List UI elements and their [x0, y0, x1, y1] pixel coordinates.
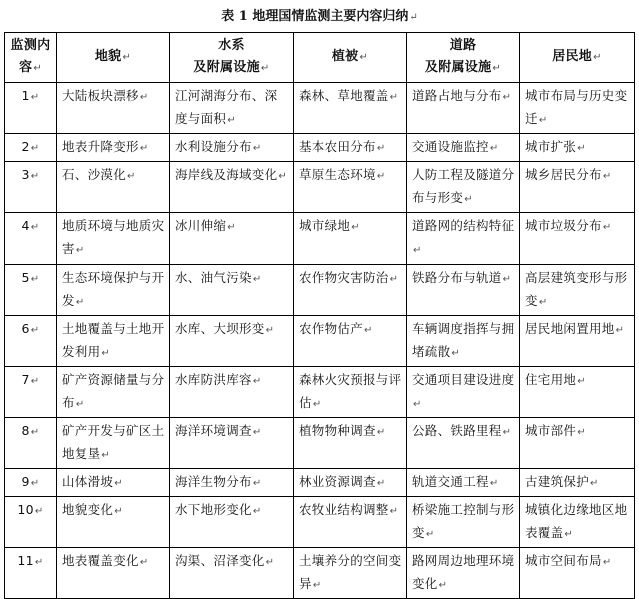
header-landform-line: 地貌	[94, 49, 122, 64]
table-row	[5, 162, 635, 213]
cell-landform	[57, 134, 170, 162]
cell-index	[5, 316, 57, 367]
cell-landform	[57, 469, 170, 497]
cell-index-text: 9	[21, 474, 30, 489]
cell-index	[5, 83, 57, 134]
cell-landform	[57, 316, 170, 367]
paragraph-mark-icon: ↵	[30, 92, 40, 103]
paragraph-mark-icon: ↵	[312, 580, 322, 591]
cell-vegetation-text: 农作物灾害防治	[299, 270, 389, 285]
paragraph-mark-icon: ↵	[489, 478, 499, 489]
paragraph-mark-icon: ↵	[364, 325, 373, 336]
paragraph-mark-icon: ↵	[30, 171, 40, 182]
cell-vegetation	[294, 213, 407, 265]
paragraph-mark-icon: ↵	[438, 580, 448, 591]
cell-landform-text: 大陆板块漂移	[62, 88, 139, 103]
cell-index	[5, 497, 57, 548]
cell-residential	[520, 418, 635, 469]
cell-water-system	[170, 83, 294, 134]
cell-water-system-text: 江河湖海分布、深度与面积	[175, 88, 278, 126]
table-body	[5, 83, 635, 599]
cell-roads-text: 交通设施监控	[412, 139, 489, 154]
paragraph-mark-icon: ↵	[252, 427, 262, 438]
cell-index-text: 7	[21, 372, 30, 387]
table-caption-text: 表 1 地理国情监测主要内容归纳	[221, 9, 409, 24]
cell-water-system-text: 海洋生物分布	[175, 474, 252, 489]
cell-landform	[57, 265, 170, 316]
cell-index-text: 11	[17, 553, 34, 568]
paragraph-mark-icon: ↵	[577, 376, 586, 387]
cell-index-text: 4	[21, 218, 30, 233]
cell-water-system	[170, 418, 294, 469]
paragraph-mark-icon: ↵	[564, 529, 574, 540]
table-row	[5, 469, 635, 497]
cell-residential-text: 城乡居民分布	[525, 167, 602, 182]
cell-vegetation	[294, 367, 407, 418]
cell-residential-text: 古建筑保护	[525, 474, 590, 489]
cell-residential-text: 高层建筑变形与形变	[525, 270, 628, 308]
cell-index-text: 6	[21, 321, 30, 336]
monitoring-content-table	[4, 32, 635, 599]
paragraph-mark-icon: ↵	[30, 325, 40, 336]
cell-water-system-text: 水下地形变化	[175, 502, 252, 517]
paragraph-mark-icon: ↵	[122, 52, 132, 63]
paragraph-mark-icon: ↵	[376, 171, 386, 182]
paragraph-mark-icon: ↵	[227, 115, 236, 126]
paragraph-mark-icon: ↵	[34, 557, 44, 568]
header-row	[5, 33, 635, 83]
paragraph-mark-icon: ↵	[413, 245, 422, 256]
paragraph-mark-icon: ↵	[359, 52, 369, 63]
table-row	[5, 548, 635, 599]
cell-landform-text: 地表覆盖变化	[62, 553, 139, 568]
cell-roads	[407, 418, 520, 469]
paragraph-mark-icon: ↵	[502, 274, 512, 285]
cell-roads-text: 车辆调度指挥与拥堵疏散	[412, 321, 515, 359]
paragraph-mark-icon: ↵	[114, 478, 123, 489]
paragraph-mark-icon: ↵	[278, 171, 288, 182]
paragraph-mark-icon: ↵	[502, 427, 512, 438]
paragraph-mark-icon: ↵	[602, 222, 612, 233]
cell-water-system	[170, 316, 294, 367]
cell-vegetation-text: 农作物估产	[299, 321, 364, 336]
cell-residential	[520, 134, 635, 162]
cell-water-system	[170, 367, 294, 418]
cell-landform	[57, 497, 170, 548]
cell-residential-text: 城市空间布局	[525, 553, 602, 568]
cell-vegetation-text: 土壤养分的空间变异	[299, 553, 402, 591]
table-row	[5, 418, 635, 469]
paragraph-mark-icon: ↵	[139, 92, 149, 103]
cell-water-system	[170, 134, 294, 162]
cell-vegetation-text: 植物物种调查	[299, 423, 376, 438]
cell-vegetation	[294, 162, 407, 213]
cell-index	[5, 469, 57, 497]
paragraph-mark-icon: ↵	[227, 222, 236, 233]
paragraph-mark-icon: ↵	[75, 297, 85, 308]
table-row	[5, 83, 635, 134]
table-row	[5, 265, 635, 316]
cell-landform	[57, 162, 170, 213]
cell-water-system-text: 水、油气污染	[175, 270, 252, 285]
paragraph-mark-icon: ↵	[389, 506, 399, 517]
paragraph-mark-icon: ↵	[139, 143, 149, 154]
cell-residential-text: 城市布局与历史变迁	[525, 88, 628, 126]
cell-roads	[407, 213, 520, 265]
cell-water-system-text: 冰川伸缩	[175, 218, 227, 233]
cell-landform-text: 地表升降变形	[62, 139, 139, 154]
cell-water-system	[170, 469, 294, 497]
cell-vegetation	[294, 469, 407, 497]
paragraph-mark-icon: ↵	[376, 427, 386, 438]
cell-landform-text: 生态环境保护与开发	[62, 270, 165, 308]
header-roads-line: 道路	[449, 38, 477, 53]
cell-vegetation-text: 森林火灾预报与评估	[299, 372, 402, 410]
paragraph-mark-icon: ↵	[30, 143, 40, 154]
cell-roads-text: 道路网的结构特征	[412, 218, 515, 233]
paragraph-mark-icon: ↵	[101, 348, 111, 359]
cell-water-system-text: 水库防洪库容	[175, 372, 252, 387]
cell-landform-text: 石、沙漠化	[62, 167, 127, 182]
paragraph-mark-icon: ↵	[30, 274, 40, 285]
paragraph-mark-icon: ↵	[376, 143, 386, 154]
cell-index-text: 5	[21, 270, 30, 285]
cell-vegetation-text: 基本农田分布	[299, 139, 376, 154]
cell-vegetation	[294, 497, 407, 548]
table-row	[5, 367, 635, 418]
paragraph-mark-icon: ↵	[30, 478, 40, 489]
paragraph-mark-icon: ↵	[502, 92, 512, 103]
cell-roads	[407, 548, 520, 599]
cell-index-text: 8	[21, 423, 30, 438]
paragraph-mark-icon: ↵	[265, 557, 275, 568]
cell-residential	[520, 265, 635, 316]
cell-water-system-text: 水利设施分布	[175, 139, 252, 154]
paragraph-mark-icon: ↵	[114, 506, 123, 517]
cell-index	[5, 162, 57, 213]
header-monitoring-content-line: 监测内容	[10, 38, 51, 75]
cell-vegetation	[294, 418, 407, 469]
cell-residential	[520, 367, 635, 418]
cell-index	[5, 548, 57, 599]
cell-roads	[407, 83, 520, 134]
cell-residential-text: 住宅用地	[525, 372, 577, 387]
cell-water-system-text: 海岸线及海域变化	[175, 167, 278, 182]
table-row	[5, 316, 635, 367]
paragraph-mark-icon: ↵	[615, 325, 625, 336]
paragraph-mark-icon: ↵	[593, 52, 602, 63]
paragraph-mark-icon: ↵	[451, 348, 461, 359]
cell-vegetation	[294, 548, 407, 599]
cell-roads-text: 公路、铁路里程	[412, 423, 502, 438]
cell-vegetation-text: 草原生态环境	[299, 167, 376, 182]
cell-water-system	[170, 162, 294, 213]
paragraph-mark-icon: ↵	[577, 143, 586, 154]
header-landform	[57, 33, 170, 83]
paragraph-mark-icon: ↵	[75, 245, 85, 256]
paragraph-mark-icon: ↵	[409, 12, 418, 23]
paragraph-mark-icon: ↵	[139, 557, 149, 568]
cell-index	[5, 367, 57, 418]
cell-water-system-text: 海洋环境调查	[175, 423, 252, 438]
paragraph-mark-icon: ↵	[101, 450, 111, 461]
cell-water-system-text: 水库、大坝形变	[175, 321, 265, 336]
table-row	[5, 213, 635, 265]
header-residential	[520, 33, 635, 83]
cell-landform	[57, 83, 170, 134]
cell-landform-text: 地质环境与地质灾害	[62, 218, 165, 256]
cell-vegetation-text: 森林、草地覆盖	[299, 88, 389, 103]
cell-roads-text: 铁路分布与轨道	[412, 270, 502, 285]
cell-residential-text: 城市垃圾分布	[525, 218, 602, 233]
cell-roads	[407, 497, 520, 548]
paragraph-mark-icon: ↵	[602, 557, 612, 568]
paragraph-mark-icon: ↵	[30, 222, 40, 233]
header-monitoring-content	[5, 33, 57, 83]
cell-vegetation	[294, 134, 407, 162]
cell-roads-text: 交通项目建设进度	[412, 372, 515, 387]
cell-index	[5, 134, 57, 162]
cell-residential-text: 城市扩张	[525, 139, 577, 154]
header-residential-line: 居民地	[552, 49, 593, 64]
paragraph-mark-icon: ↵	[252, 478, 262, 489]
cell-index-text: 3	[21, 167, 30, 182]
cell-landform-text: 山体滑坡	[62, 474, 114, 489]
paragraph-mark-icon: ↵	[425, 529, 435, 540]
paragraph-mark-icon: ↵	[602, 171, 612, 182]
cell-residential	[520, 316, 635, 367]
paragraph-mark-icon: ↵	[33, 63, 42, 74]
paragraph-mark-icon: ↵	[30, 376, 40, 387]
cell-roads	[407, 469, 520, 497]
cell-landform-text: 矿产开发与矿区土地复垦	[62, 423, 165, 461]
paragraph-mark-icon: ↵	[389, 274, 399, 285]
paragraph-mark-icon: ↵	[590, 478, 599, 489]
header-roads-line: 及附属设施	[424, 60, 492, 75]
paragraph-mark-icon: ↵	[351, 222, 360, 233]
cell-residential	[520, 162, 635, 213]
table-caption	[0, 8, 639, 27]
paragraph-mark-icon: ↵	[464, 194, 473, 205]
paragraph-mark-icon: ↵	[538, 115, 548, 126]
cell-residential	[520, 213, 635, 265]
cell-water-system	[170, 213, 294, 265]
cell-vegetation-text: 城市绿地	[299, 218, 351, 233]
paragraph-mark-icon: ↵	[492, 63, 502, 74]
paragraph-mark-icon: ↵	[252, 143, 262, 154]
paragraph-mark-icon: ↵	[538, 297, 548, 308]
cell-vegetation	[294, 316, 407, 367]
cell-residential-text: 居民地闲置用地	[525, 321, 615, 336]
paragraph-mark-icon: ↵	[413, 399, 422, 410]
paragraph-mark-icon: ↵	[34, 506, 44, 517]
paragraph-mark-icon: ↵	[376, 478, 386, 489]
header-vegetation-line: 植被	[331, 49, 359, 64]
paragraph-mark-icon: ↵	[265, 325, 275, 336]
cell-landform-text: 土地覆盖与土地开发利用	[62, 321, 165, 359]
paragraph-mark-icon: ↵	[489, 143, 499, 154]
cell-water-system-text: 沟渠、沼泽变化	[175, 553, 265, 568]
cell-roads	[407, 367, 520, 418]
header-roads	[407, 33, 520, 83]
paragraph-mark-icon: ↵	[312, 399, 322, 410]
cell-vegetation	[294, 265, 407, 316]
cell-roads	[407, 316, 520, 367]
cell-index	[5, 213, 57, 265]
cell-index	[5, 418, 57, 469]
paragraph-mark-icon: ↵	[252, 506, 262, 517]
paragraph-mark-icon: ↵	[389, 92, 399, 103]
cell-roads-text: 桥梁施工控制与形变	[412, 502, 515, 540]
cell-landform-text: 矿产资源储量与分布	[62, 372, 165, 410]
cell-index-text: 1	[21, 88, 30, 103]
paragraph-mark-icon: ↵	[127, 171, 136, 182]
cell-residential	[520, 548, 635, 599]
cell-residential-text: 城镇化边缘地区地表覆盖	[525, 502, 628, 540]
header-vegetation	[294, 33, 407, 83]
cell-vegetation-text: 林业资源调查	[299, 474, 376, 489]
header-water-system-line: 及附属设施	[193, 60, 260, 75]
cell-index	[5, 265, 57, 316]
cell-water-system	[170, 497, 294, 548]
cell-roads	[407, 265, 520, 316]
cell-residential	[520, 469, 635, 497]
cell-index-text: 2	[21, 139, 30, 154]
paragraph-mark-icon: ↵	[75, 399, 85, 410]
cell-roads	[407, 134, 520, 162]
cell-landform	[57, 367, 170, 418]
table-row	[5, 134, 635, 162]
cell-roads-text: 轨道交通工程	[412, 474, 489, 489]
cell-roads-text: 道路占地与分布	[412, 88, 502, 103]
cell-landform	[57, 213, 170, 265]
cell-landform	[57, 548, 170, 599]
cell-landform-text: 地貌变化	[62, 502, 114, 517]
cell-roads-text: 人防工程及隧道分布与形变	[412, 167, 515, 205]
cell-residential-text: 城市部件	[525, 423, 577, 438]
cell-vegetation-text: 农牧业结构调整	[299, 502, 389, 517]
header-water-system-line: 水系	[218, 38, 245, 53]
table-row	[5, 497, 635, 548]
cell-water-system	[170, 548, 294, 599]
cell-residential	[520, 497, 635, 548]
paragraph-mark-icon: ↵	[252, 274, 262, 285]
cell-roads-text: 路网周边地理环境变化	[412, 553, 515, 591]
cell-roads	[407, 162, 520, 213]
cell-water-system	[170, 265, 294, 316]
paragraph-mark-icon: ↵	[252, 376, 262, 387]
cell-landform	[57, 418, 170, 469]
cell-residential	[520, 83, 635, 134]
paragraph-mark-icon: ↵	[260, 63, 270, 74]
cell-vegetation	[294, 83, 407, 134]
paragraph-mark-icon: ↵	[30, 427, 40, 438]
cell-index-text: 10	[17, 502, 34, 517]
paragraph-mark-icon: ↵	[577, 427, 586, 438]
header-water-system	[170, 33, 294, 83]
